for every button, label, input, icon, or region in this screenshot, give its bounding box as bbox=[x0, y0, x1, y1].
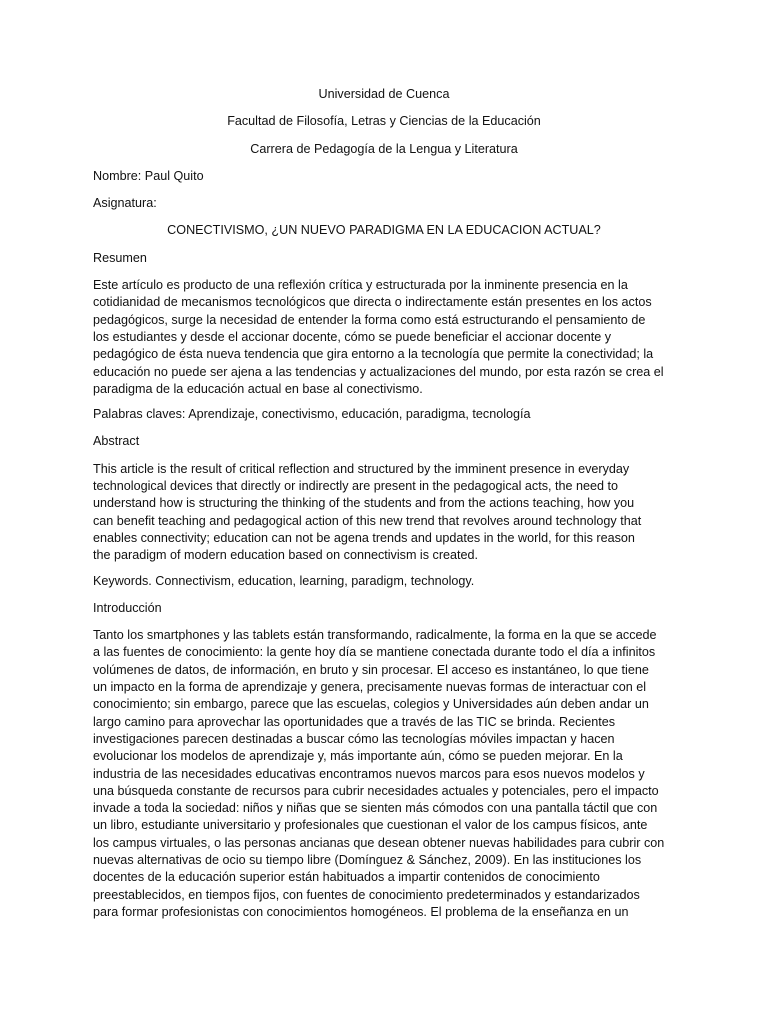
abstract-line: understand how is structuring the thinking of the students and from the actions teaching, how you bbox=[93, 496, 635, 511]
introduccion-line: invade a toda la sociedad: niños y niñas que se sienten más cómodos con una pantalla táctil que con bbox=[93, 801, 658, 816]
document-body bbox=[93, 86, 675, 921]
introduccion-line: volúmenes de datos, de información, en bruto y sin procesar. El acceso es instantáneo, lo que tiene bbox=[93, 662, 649, 677]
career-name: Carrera de Pedagogía de la Lengua y Literatura bbox=[250, 141, 518, 156]
university-name: Universidad de Cuenca bbox=[318, 87, 450, 101]
subject-line: Asignatura: bbox=[93, 196, 157, 211]
introduccion-line: un libro, estudiante universitario y profesionales que cuestionan el valor de los campus físicos, ante bbox=[93, 818, 648, 833]
introduccion-line: a las fuentes de conocimiento: la gente hoy día se mantiene conectada durante todo el día a infinitos bbox=[93, 645, 656, 660]
resumen-line: cotidianidad de mecanismos tecnológicos que directa o indirectamente están presentes en los actos bbox=[93, 295, 652, 310]
introduccion-line: investigaciones parecen destinadas a buscar cómo las tecnologías móviles impactan y hacen bbox=[93, 731, 615, 746]
introduccion-paragraph bbox=[93, 627, 675, 921]
palabras-claves: Palabras claves: Aprendizaje, conectivismo, educación, paradigma, tecnología bbox=[93, 407, 531, 422]
resumen-line: Este artículo es producto de una reflexión crítica y estructurada por la inminente presencia en la bbox=[93, 278, 628, 293]
introduccion-line: docentes de la educación superior están habituados a impartir contenidos de conocimiento bbox=[93, 870, 600, 885]
abstract-line: enables connectivity; education can not be agena trends and updates in the world, for this reason bbox=[93, 530, 635, 545]
resumen-line: pedagógicos, surge la necesidad de entender la forma como está estructurando el pensamiento de bbox=[93, 312, 646, 327]
resumen-line: educación no puede ser ajena a las tendencias y actualizaciones del mundo, por esta razón se crea el bbox=[93, 364, 664, 379]
author-line: Nombre: Paul Quito bbox=[93, 168, 204, 183]
faculty-name: Facultad de Filosofía, Letras y Ciencias de la Educación bbox=[227, 114, 541, 129]
keywords: Keywords. Connectivism, education, learning, paradigm, technology. bbox=[93, 573, 475, 588]
resumen-line: los estudiantes y desde el accionar docente, cómo se puede beneficiar el accionar docente y bbox=[93, 329, 612, 344]
introduccion-line: una búsqueda constante de recursos para cubrir necesidades actuales y potenciales, pero el impacto bbox=[93, 783, 659, 798]
introduccion-line: un impacto en la forma de aprendizaje y genera, precisamente nuevas formas de interactuar con el bbox=[93, 680, 647, 695]
introduccion-line: preestablecidos, en tiempos fijos, con fuentes de conocimiento predeterminados y estandarizados bbox=[93, 887, 640, 902]
abstract-line: can benefit teaching and pedagogical action of this new trend that revolves around technology that bbox=[93, 513, 642, 528]
introduccion-line: nuevas alternativas de ocio su tiempo libre (Domínguez & Sánchez, 2009). En las instituciones los bbox=[93, 852, 642, 867]
abstract-line: technological devices that directly or indirectly are present in the pedagogical acts, the need to bbox=[93, 479, 619, 494]
introduccion-line: para formar profesionistas con conocimientos homogéneos. El problema de la enseñanza en un bbox=[93, 904, 629, 919]
abstract-line: This article is the result of critical reflection and structured by the imminent presence in everyday bbox=[93, 461, 630, 476]
introduccion-line: evolucionar los modelos de aprendizaje y, más importante aún, cómo se pueden mejorar. En la bbox=[93, 749, 623, 764]
abstract-line: the paradigm of modern education based on connectivism is created. bbox=[93, 548, 479, 563]
resumen-heading: Resumen bbox=[93, 250, 147, 265]
abstract-heading: Abstract bbox=[93, 434, 140, 449]
introduccion-line: Tanto los smartphones y las tablets están transformando, radicalmente, la forma en la que se accede bbox=[93, 628, 657, 643]
introduccion-line: largo camino para aprovechar las oportunidades que a través de las TIC se brinda. Recientes bbox=[93, 714, 616, 729]
introduccion-heading: Introducción bbox=[93, 600, 162, 615]
introduccion-line: industria de las necesidades educativas encontramos nuevos marcos para esos nuevos modelos y bbox=[93, 766, 645, 781]
introduccion-line: conocimiento; sin embargo, parece que las escuelas, colegios y Universidades aún deben andar un bbox=[93, 697, 649, 712]
resumen-paragraph bbox=[93, 277, 675, 398]
document-title: CONECTIVISMO, ¿UN NUEVO PARADIGMA EN LA EDUCACION ACTUAL? bbox=[167, 223, 601, 238]
introduccion-line: los campus virtuales, o las personas ancianas que desean obtener nuevas habilidades para cubrir con bbox=[93, 835, 665, 850]
abstract-paragraph bbox=[93, 461, 675, 565]
resumen-line: paradigma de la educación actual en base al conectivismo. bbox=[93, 381, 423, 396]
resumen-line: pedagógico de ésta nueva tendencia que gira entorno a la tecnología que permite la conectividad; la bbox=[93, 347, 654, 362]
